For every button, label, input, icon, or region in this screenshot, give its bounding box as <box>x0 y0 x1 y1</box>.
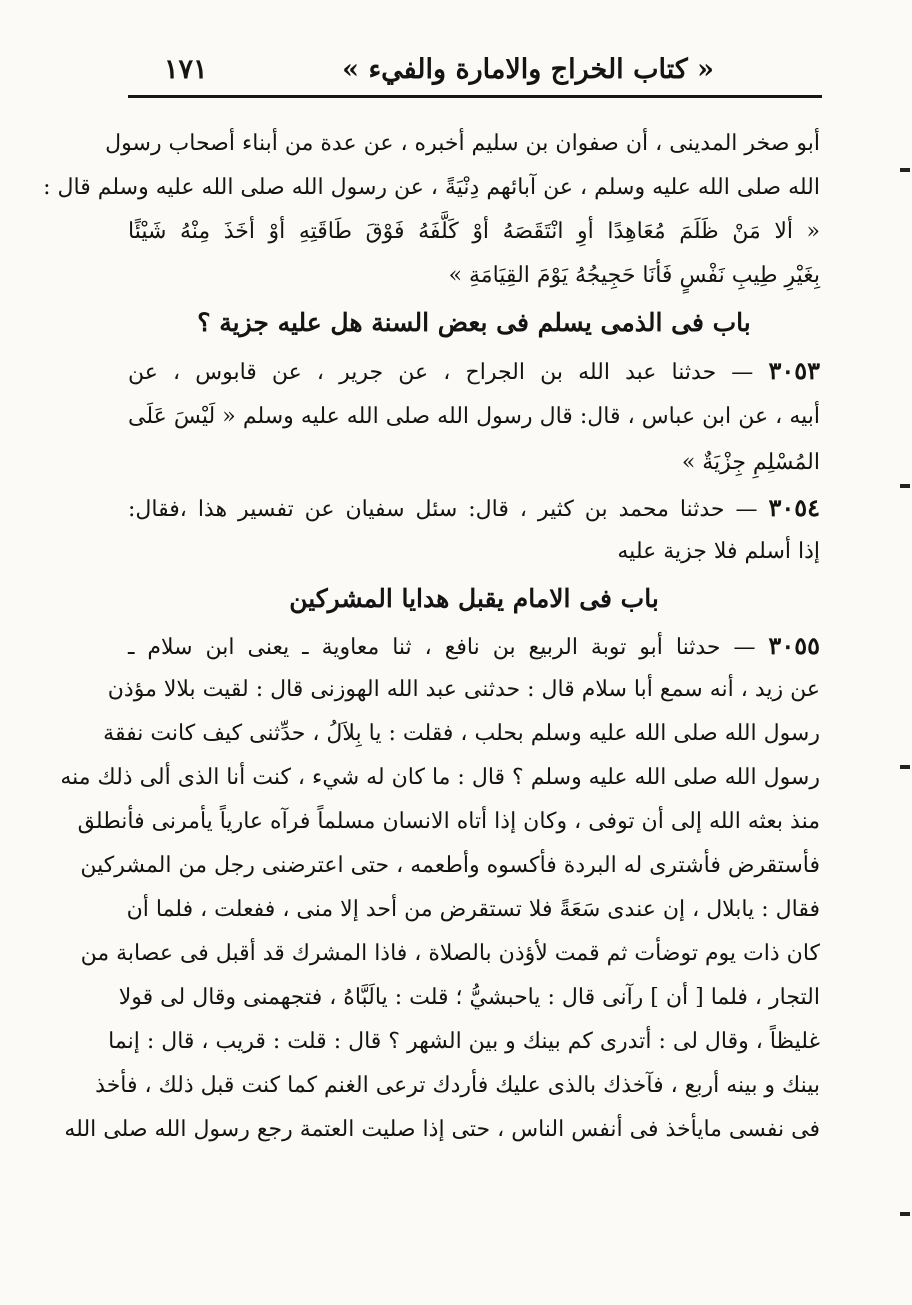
header-rule <box>128 95 822 98</box>
hadith-3055-line <box>128 624 820 668</box>
text-line: منذ بعثه الله إلى أن توفى ، وكان إذا أتاه الانسان مسلماً فرآه عارياً يأمرنى فأنطلق <box>77 809 820 834</box>
text-line: فقال : يابلال ، إن عندى سَعَةً فلا تستقرض من أحد إلا منى ، ففعلت ، فلما أن <box>126 897 820 922</box>
hadith-number: ٣٠٥٥ <box>768 631 820 660</box>
text-line: التجار ، فلما [ أن ] رآنى قال : ياحبشيُّ ؛ قلت : يالَبَّاهُ ، فتجهمنى وقال لى قولا <box>118 985 820 1010</box>
hadith-3054-line <box>128 486 820 530</box>
hadith-3053-line <box>128 348 820 394</box>
margin-mark <box>900 1212 910 1216</box>
text-line: رسول الله صلى الله عليه وسلم بحلب ، فقلت : يا بِلاَلُ ، حدِّثنى كيف كانت نفقة <box>103 721 820 746</box>
page-header <box>128 48 814 92</box>
text-line: رسول الله صلى الله عليه وسلم ؟ قال : ما كان له شيء ، كنت أنا الذى ألى ذلك منه <box>60 765 820 790</box>
page-body <box>43 122 821 1152</box>
hadith-number: ٣٠٥٣ <box>768 356 821 385</box>
hadith-number: ٣٠٥٤ <box>768 493 820 522</box>
margin-mark <box>900 484 910 488</box>
chapter-heading: باب فى الذمى يسلم فى بعض السنة هل عليه جزية ؟ <box>197 308 751 337</box>
text-line: المُسْلِمِ جِزْيَةٌ » <box>681 450 820 475</box>
text-line: كان ذات يوم توضأت ثم قمت لأؤذن بالصلاة ، فاذا المشرك قد أقبل فى عصابة من <box>80 941 820 966</box>
text-line: بِغَيْرِ طِيبِ نَفْسٍ فَأنَا حَجِيجُهُ يَوْمَ القِيَامَةِ » <box>448 263 820 288</box>
text-line: فأستقرض فأشترى له البردة فأكسوه وأطعمه ، حتى اعترضنى رجل من المشركين <box>80 853 820 878</box>
text-line: عن زيد ، أنه سمع أبا سلام قال : حدثنى عبد الله الهوزنى قال : لقيت بلالا مؤذن <box>107 677 820 702</box>
book-title: « كتاب الخراج والامارة والفيء » <box>342 54 714 85</box>
margin-mark <box>900 765 910 769</box>
hadith-text: — حدثنا عبد الله بن الجراح ، عن جرير ، عن قابوس ، عن <box>128 360 754 385</box>
hadith-text: — حدثنا محمد بن كثير ، قال: سئل سفيان عن تفسير هذا ،فقال: <box>128 497 758 522</box>
page-number: ١٧١ <box>164 54 208 85</box>
hadith-text: — حدثنا أبو توبة الربيع بن نافع ، ثنا معاوية ـ يعنى ابن سلام ـ <box>128 635 756 660</box>
text-line: فى نفسى مايأخذ فى أنفس الناس ، حتى إذا صليت العتمة رجع رسول الله صلى الله <box>64 1117 820 1142</box>
margin-mark <box>900 168 910 172</box>
text-line: الله صلى الله عليه وسلم ، عن آبائهم دِنْيَةً ، عن رسول الله صلى الله عليه وسلم قال : <box>43 175 820 200</box>
text-line: بينك و بينه أربع ، فآخذك بالذى عليك فأردك ترعى الغنم كما كنت قبل ذلك ، فأخذ <box>95 1073 820 1098</box>
text-line: أبيه ، عن ابن عباس ، قال: قال رسول الله صلى الله عليه وسلم « لَيْسَ عَلَى <box>128 404 820 429</box>
chapter-heading: باب فى الامام يقبل هدايا المشركين <box>289 584 659 613</box>
text-line: إذا أسلم فلا جزية عليه <box>617 539 820 564</box>
text-line: أبو صخر المدينى ، أن صفوان بن سليم أخبره ، عن عدة من أبناء أصحاب رسول <box>105 131 820 156</box>
text-line: « ألا مَنْ ظَلَمَ مُعَاهِدًا أوِ انْتَقَصَهُ أوْ كَلَّفَهُ فَوْقَ طَاقَتِهِ أوْ أخَذَ مِنْهُ شَيْئًا <box>128 219 820 244</box>
text-line: غليظاً ، وقال لى : أتدرى كم بينك و بين الشهر ؟ قال : قلت : قريب ، قال : إنما <box>108 1029 820 1054</box>
